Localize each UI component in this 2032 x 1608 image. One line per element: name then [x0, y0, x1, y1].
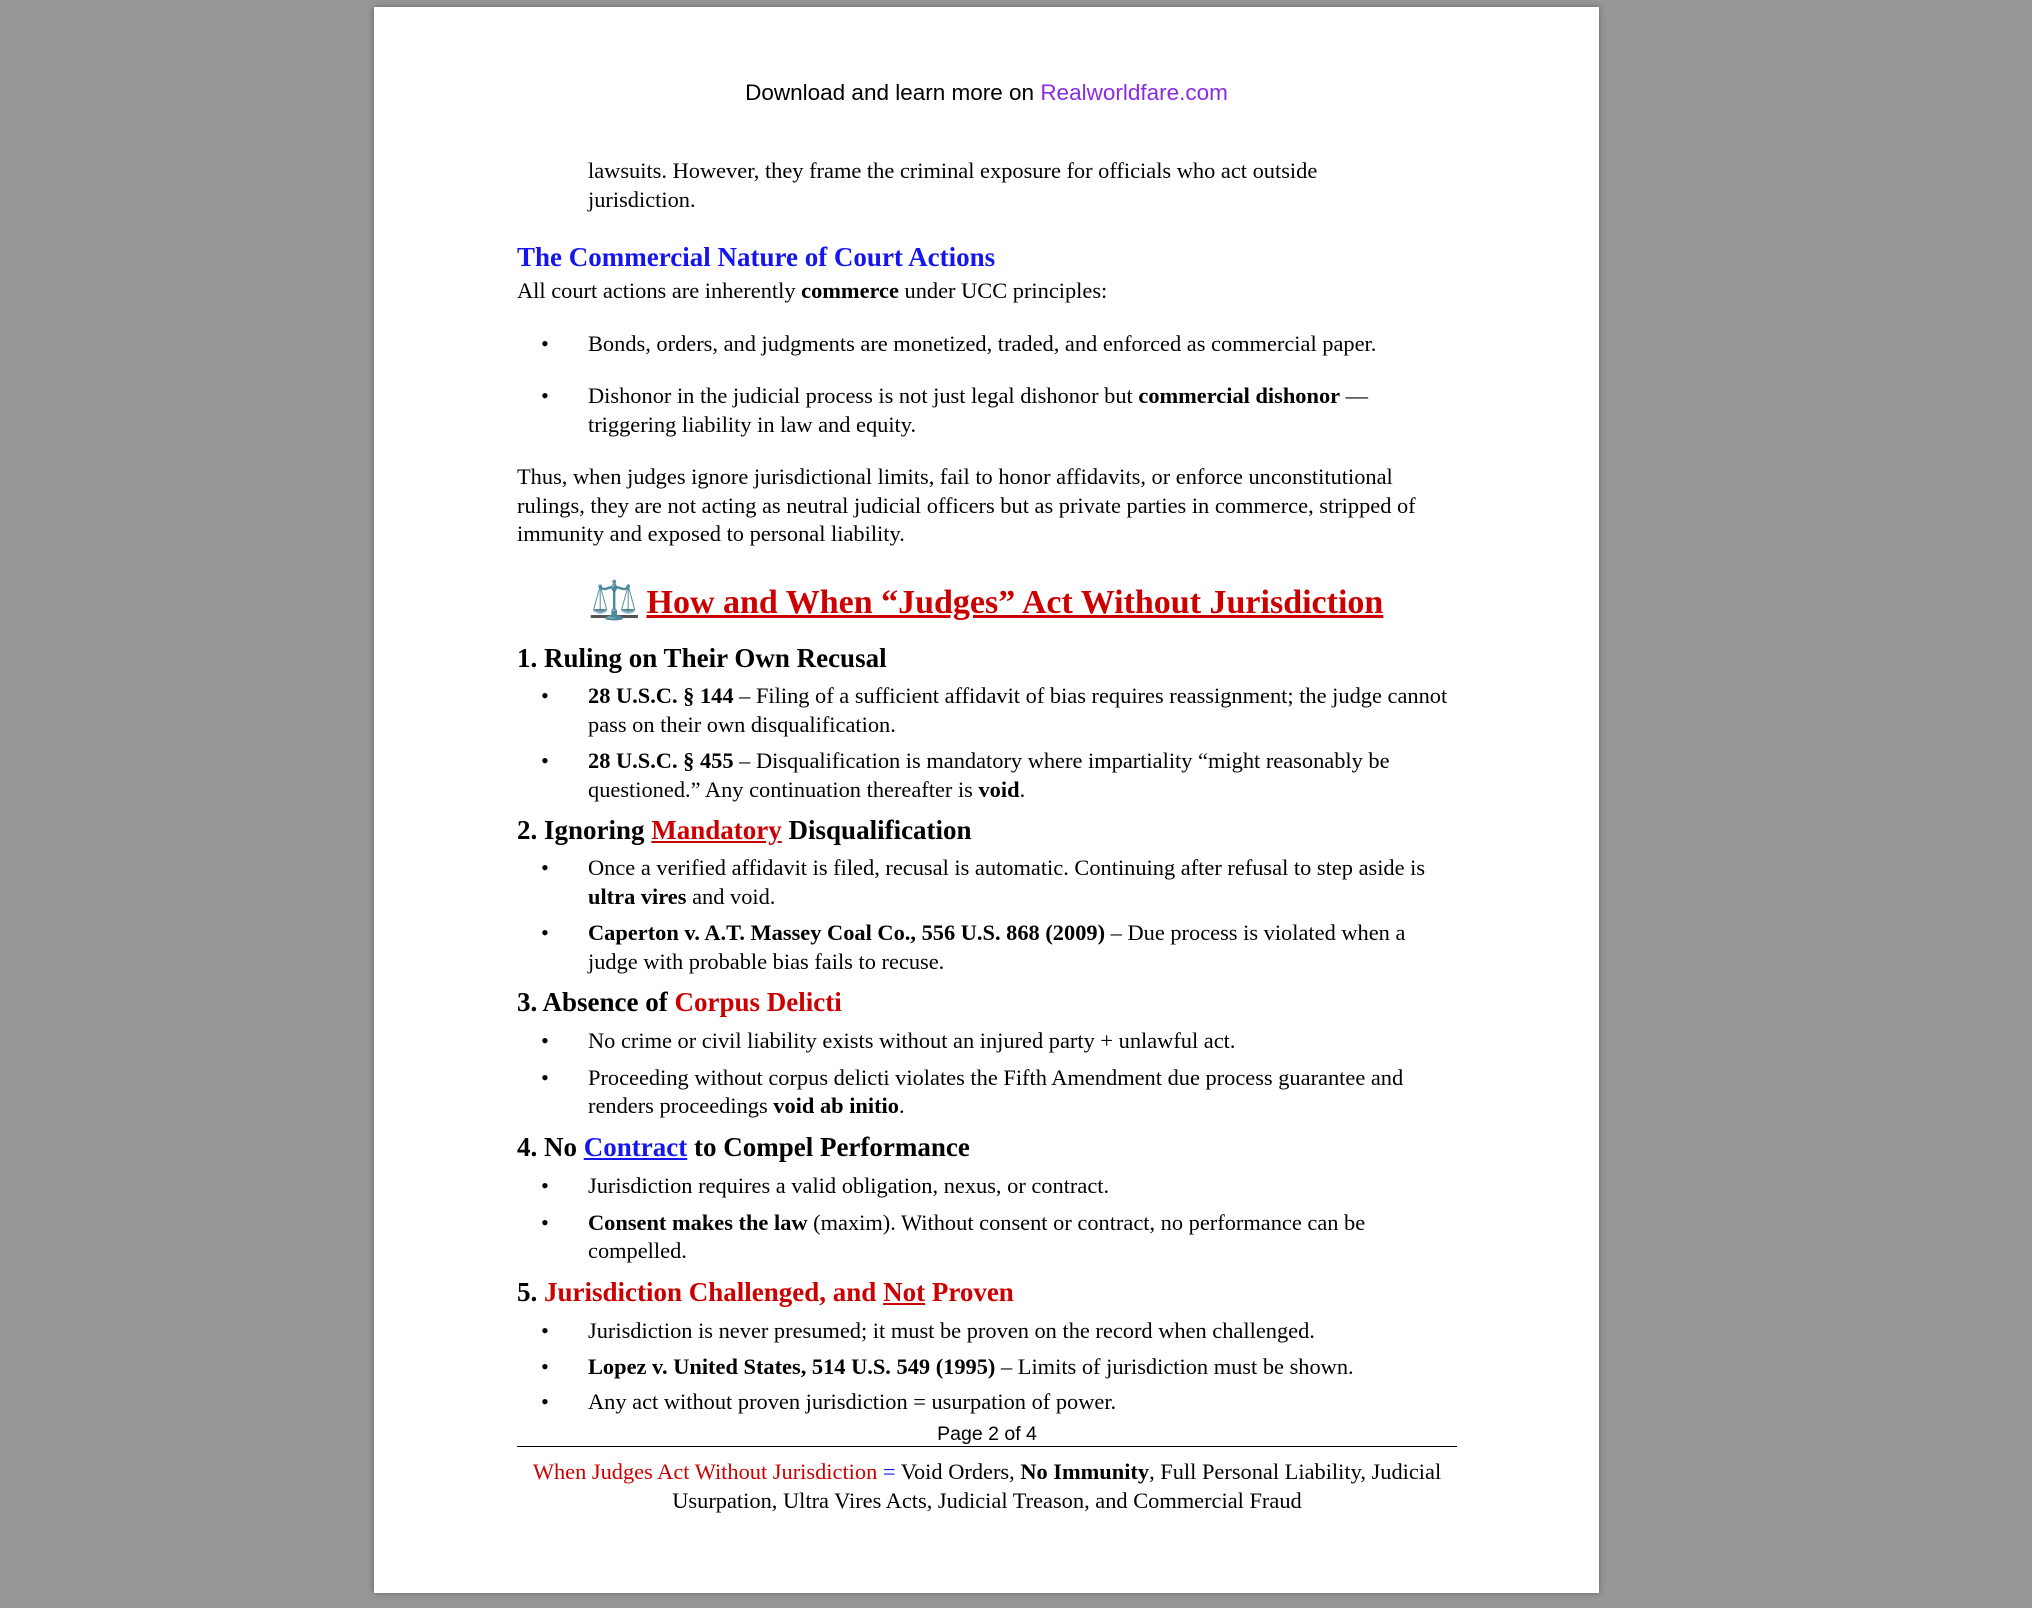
site-link[interactable]: Realworldfare.com [1040, 80, 1228, 105]
bullet-icon: • [541, 1064, 549, 1090]
list-item: • 28 U.S.C. § 144 – Filing of a sufficient affidavit of bias requires reassignment; the judge cannot pass on their own disqualification. [541, 683, 1448, 737]
list-item: • Jurisdiction is never presumed; it must be proven on the record when challenged. [517, 1317, 1457, 1346]
continued-paragraph: lawsuits. However, they frame the criminal exposure for officials who act outside jurisdiction. [588, 158, 1318, 212]
section-5-heading: 5. Jurisdiction Challenged, and Not Proven [517, 1277, 1014, 1307]
page-number: Page 2 of 4 [937, 1423, 1037, 1445]
bullet-icon: • [541, 383, 549, 408]
section-5-list [517, 1317, 1457, 1417]
section-2-list [517, 854, 1457, 976]
commercial-summary: Thus, when judges ignore jurisdictional limits, fail to honor affidavits, or enforce unconstitutional rulings, they are not acting as neutral judicial officers but as private parties in commerce, stripped of immunity and exposed to personal liability. [517, 464, 1416, 546]
bullet-icon: • [541, 1318, 549, 1343]
list-item: • 28 U.S.C. § 455 – Disqualification is mandatory where impartiality “might reasonably be questioned.” Any continuation thereafter is void. [541, 748, 1390, 802]
commercial-intro: All court actions are inherently commerce under UCC principles: [517, 278, 1108, 303]
scales-icon: ⚖️ [590, 580, 638, 622]
download-text: Download and learn more on [745, 80, 1035, 105]
bullet-icon: • [541, 1353, 549, 1379]
list-item: • No crime or civil liability exists without an injured party + unlawful act. [517, 1027, 1457, 1056]
bullet-icon: • [541, 1389, 549, 1414]
section-4-list [517, 1172, 1457, 1266]
list-item: • Dishonor in the judicial process is not just legal dishonor but commercial dishonor — triggering liability in law and equity. [541, 383, 1369, 437]
bullet-icon: • [541, 1209, 549, 1235]
list-item: • Any act without proven jurisdiction = usurpation of power. [517, 1388, 1457, 1417]
bullet-icon: • [541, 855, 549, 880]
bullet-icon: • [541, 748, 549, 773]
bullet-icon: • [541, 1028, 549, 1053]
mandatory-link[interactable]: Mandatory [651, 815, 782, 845]
section-1-list [517, 682, 1457, 804]
section-4-heading: 4. No Contract to Compel Performance [517, 1132, 970, 1162]
section-1-heading: 1. Ruling on Their Own Recusal [517, 643, 887, 673]
document-page [374, 7, 1599, 1593]
section-3-heading: 3. Absence of Corpus Delicti [517, 987, 842, 1017]
bullet-icon: • [541, 1173, 549, 1198]
footer-note: When Judges Act Without Jurisdiction = Void Orders, No Immunity, Full Personal Liability, Judicial Usurpation, Ultra Vires Acts, Judicial Treason, and Commercial Fraud [532, 1459, 1442, 1513]
commercial-list [517, 330, 1457, 359]
commercial-heading: The Commercial Nature of Court Actions [517, 242, 996, 272]
bullet-icon: • [541, 331, 549, 356]
list-item: • Lopez v. United States, 514 U.S. 549 (1995) – Limits of jurisdiction must be shown. [517, 1353, 1457, 1382]
list-item: • Consent makes the law (maxim). Without consent or contract, no performance can be compelled. [541, 1209, 1366, 1263]
list-item: • Proceeding without corpus delicti violates the Fifth Amendment due process guarantee and renders proceedings void ab initio. [541, 1064, 1404, 1118]
list-item: • Once a verified affidavit is filed, recusal is automatic. Continuing after refusal to step aside is ultra vires and void. [541, 855, 1426, 909]
list-item: • Bonds, orders, and judgments are monetized, traded, and enforced as commercial paper. [517, 330, 1457, 359]
section-2-heading: 2. Ignoring Mandatory Disqualification [517, 815, 972, 845]
download-banner [374, 78, 1599, 108]
bullet-icon: • [541, 920, 549, 945]
commercial-list-2 [517, 382, 1457, 439]
section-3-list [517, 1027, 1457, 1121]
main-title [517, 580, 1457, 624]
list-item: • Caperton v. A.T. Massey Coal Co., 556 U.S. 868 (2009) – Due process is violated when a judge with probable bias fails to recuse. [541, 920, 1406, 974]
main-title-text: How and When “Judges” Act Without Jurisdiction [646, 584, 1384, 621]
list-item: • Jurisdiction requires a valid obligation, nexus, or contract. [517, 1172, 1457, 1201]
contract-link[interactable]: Contract [583, 1132, 688, 1162]
footer-divider [517, 1446, 1457, 1447]
bullet-icon: • [541, 683, 549, 708]
